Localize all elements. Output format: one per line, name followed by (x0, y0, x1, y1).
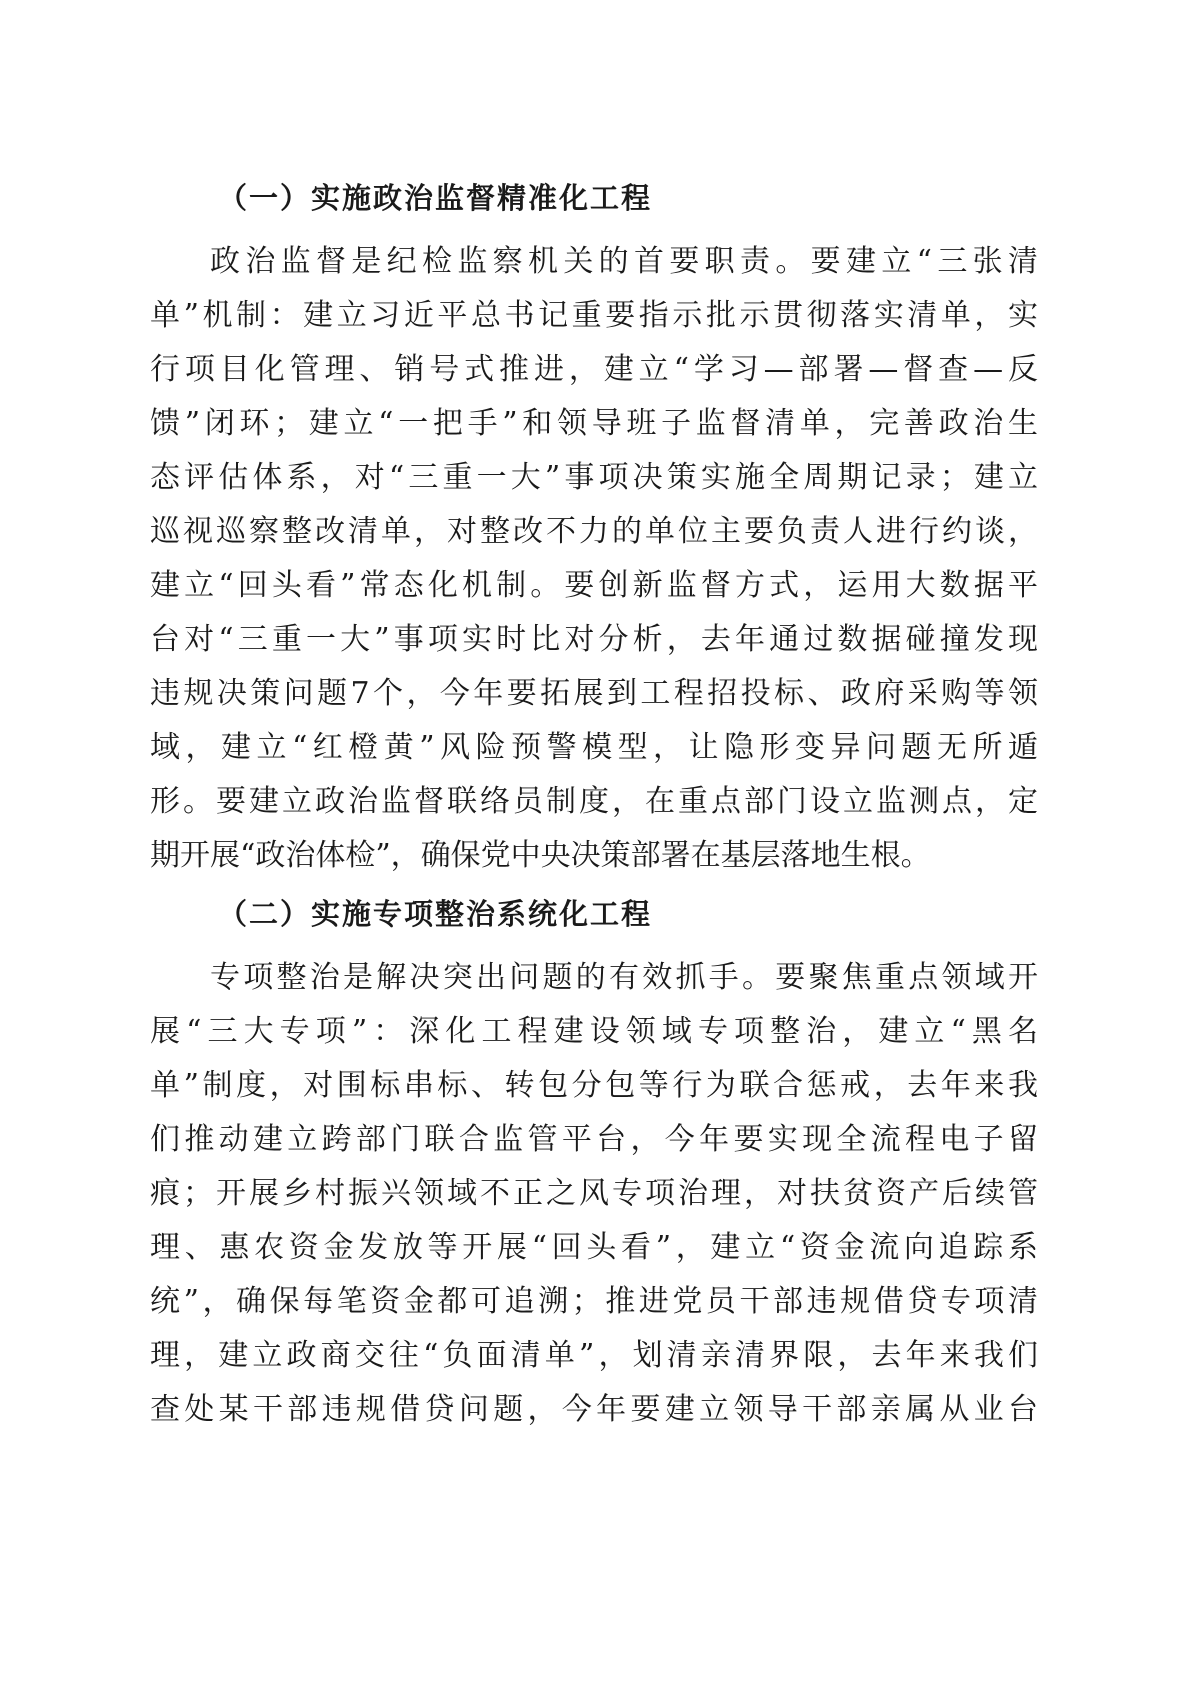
paragraph-line: 建立“回头看”常态化机制。要创新监督方式，运用大数据平 (150, 568, 1038, 603)
paragraph-line: 理，建立政商交往“负面清单”，划清亲清界限，去年来我们 (150, 1338, 1038, 1373)
paragraph-line: 巡视巡察整改清单，对整改不力的单位主要负责人进行约谈， (150, 514, 1038, 549)
paragraph-line: 馈”闭环；建立“一把手”和领导班子监督清单，完善政治生 (150, 406, 1038, 441)
paragraph-line: 政治监督是纪检监察机关的首要职责。要建立“三张清 (210, 244, 1038, 279)
section-heading-2: （二）实施专项整治系统化工程 (218, 897, 653, 931)
paragraph-line: 单”制度，对围标串标、转包分包等行为联合惩戒，去年来我 (150, 1068, 1038, 1103)
paragraph-line: 期开展“政治体检”，确保党中央决策部署在基层落地生根。 (150, 838, 931, 873)
paragraph-line: 形。要建立政治监督联络员制度，在重点部门设立监测点，定 (150, 784, 1038, 819)
paragraph-line: 们推动建立跨部门联合监管平台，今年要实现全流程电子留 (150, 1122, 1038, 1157)
paragraph-line: 行项目化管理、销号式推进，建立“学习—部署—督查—反 (150, 352, 1038, 387)
paragraph-line: 单”机制：建立习近平总书记重要指示批示贯彻落实清单，实 (150, 298, 1038, 333)
paragraph-line: 痕；开展乡村振兴领域不正之风专项治理，对扶贫资产后续管 (150, 1176, 1038, 1211)
paragraph-line: 理、惠农资金发放等开展“回头看”，建立“资金流向追踪系 (150, 1230, 1038, 1265)
paragraph-line: 违规决策问题7个，今年要拓展到工程招投标、政府采购等领 (150, 676, 1038, 711)
paragraph-line: 统”，确保每笔资金都可追溯；推进党员干部违规借贷专项清 (150, 1284, 1038, 1319)
paragraph-line: 查处某干部违规借贷问题，今年要建立领导干部亲属从业台 (150, 1392, 1038, 1427)
paragraph-line: 域，建立“红橙黄”风险预警模型，让隐形变异问题无所遁 (150, 730, 1038, 765)
section-heading-1: （一）实施政治监督精准化工程 (218, 181, 653, 215)
paragraph-line: 态评估体系，对“三重一大”事项决策实施全周期记录；建立 (150, 460, 1038, 495)
paragraph-line: 专项整治是解决突出问题的有效抓手。要聚焦重点领域开 (210, 960, 1038, 995)
paragraph-line: 台对“三重一大”事项实时比对分析，去年通过数据碰撞发现 (150, 622, 1038, 657)
paragraph-line: 展“三大专项”：深化工程建设领域专项整治，建立“黑名 (150, 1014, 1038, 1049)
